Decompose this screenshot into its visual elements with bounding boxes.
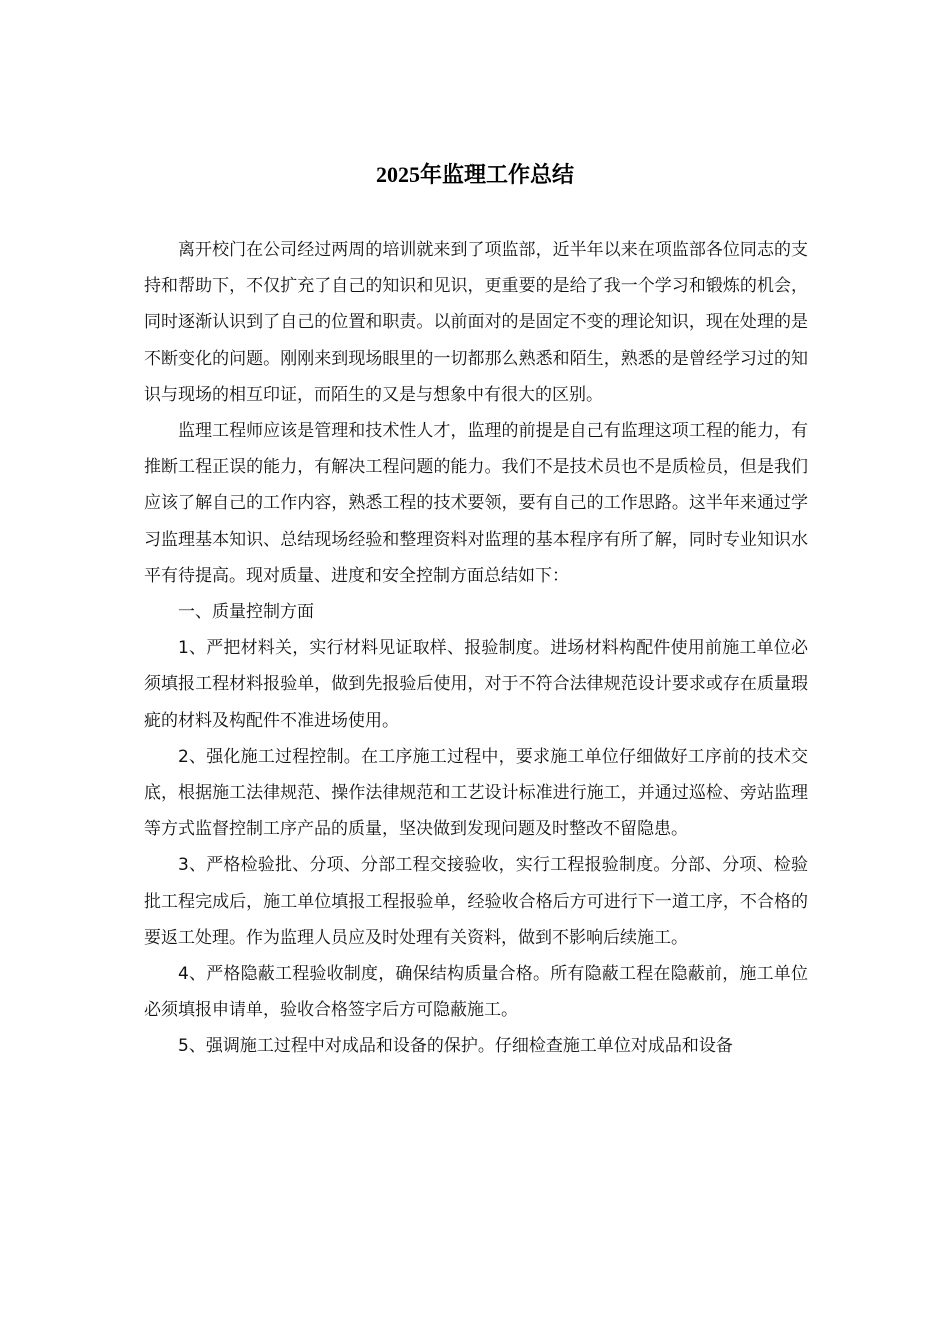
paragraph: 1、严把材料关，实行材料见证取样、报验制度。进场材料构配件使用前施工单位必须填报工程材料报验单，做到先报验后使用，对于不符合法律规范设计要求或存在质量瑕疵的材料及构配件不准进场使用。 bbox=[144, 638, 808, 731]
paragraph: 3、严格检验批、分项、分部工程交接验收，实行工程报验制度。分部、分项、检验批工程完成后，施工单位填报工程报验单，经验收合格后方可进行下一道工序，不合格的要返工处理。作为监理人员应及时处理有关资料，做到不影响后续施工。 bbox=[144, 855, 808, 948]
paragraph: 监理工程师应该是管理和技术性人才，监理的前提是自己有监理这项工程的能力，有推断工程正误的能力，有解决工程问题的能力。我们不是技术员也不是质检员，但是我们应该了解自己的工作内容，熟悉工程的技术要领，要有自己的工作思路。这半年来通过学习监理基本知识、总结现场经验和整理资料对监理的基本程序有所了解，同时专业知识水平有待提高。现对质量、进度和安全控制方面总结如下： bbox=[144, 421, 808, 586]
paragraph: 4、严格隐蔽工程验收制度，确保结构质量合格。所有隐蔽工程在隐蔽前，施工单位必须填报申请单，验收合格签字后方可隐蔽施工。 bbox=[144, 964, 808, 1021]
document-body bbox=[144, 232, 808, 1065]
paragraph: 2、强化施工过程控制。在工序施工过程中，要求施工单位仔细做好工序前的技术交底，根据施工法律规范、操作法律规范和工艺设计标准进行施工，并通过巡检、旁站监理等方式监督控制工序产品的质量，坚决做到发现问题及时整改不留隐患。 bbox=[144, 746, 808, 840]
document-title: 2025年监理工作总结 bbox=[375, 162, 574, 187]
section-heading: 一、质量控制方面 bbox=[178, 602, 314, 623]
paragraph: 离开校门在公司经过两周的培训就来到了项监部，近半年以来在项监部各位同志的支持和帮助下，不仅扩充了自己的知识和见识，更重要的是给了我一个学习和锻炼的机会，同时逐渐认识到了自己的位置和职责。以前面对的是固定不变的理论知识，现在处理的是不断变化的问题。刚刚来到现场眼里的一切都那么熟悉和陌生，熟悉的是曾经学习过的知识与现场的相互印证，而陌生的又是与想象中有很大的区别。 bbox=[144, 240, 808, 405]
paragraph: 5、强调施工过程中对成品和设备的保护。仔细检查施工单位对成品和设备 bbox=[178, 1036, 733, 1057]
